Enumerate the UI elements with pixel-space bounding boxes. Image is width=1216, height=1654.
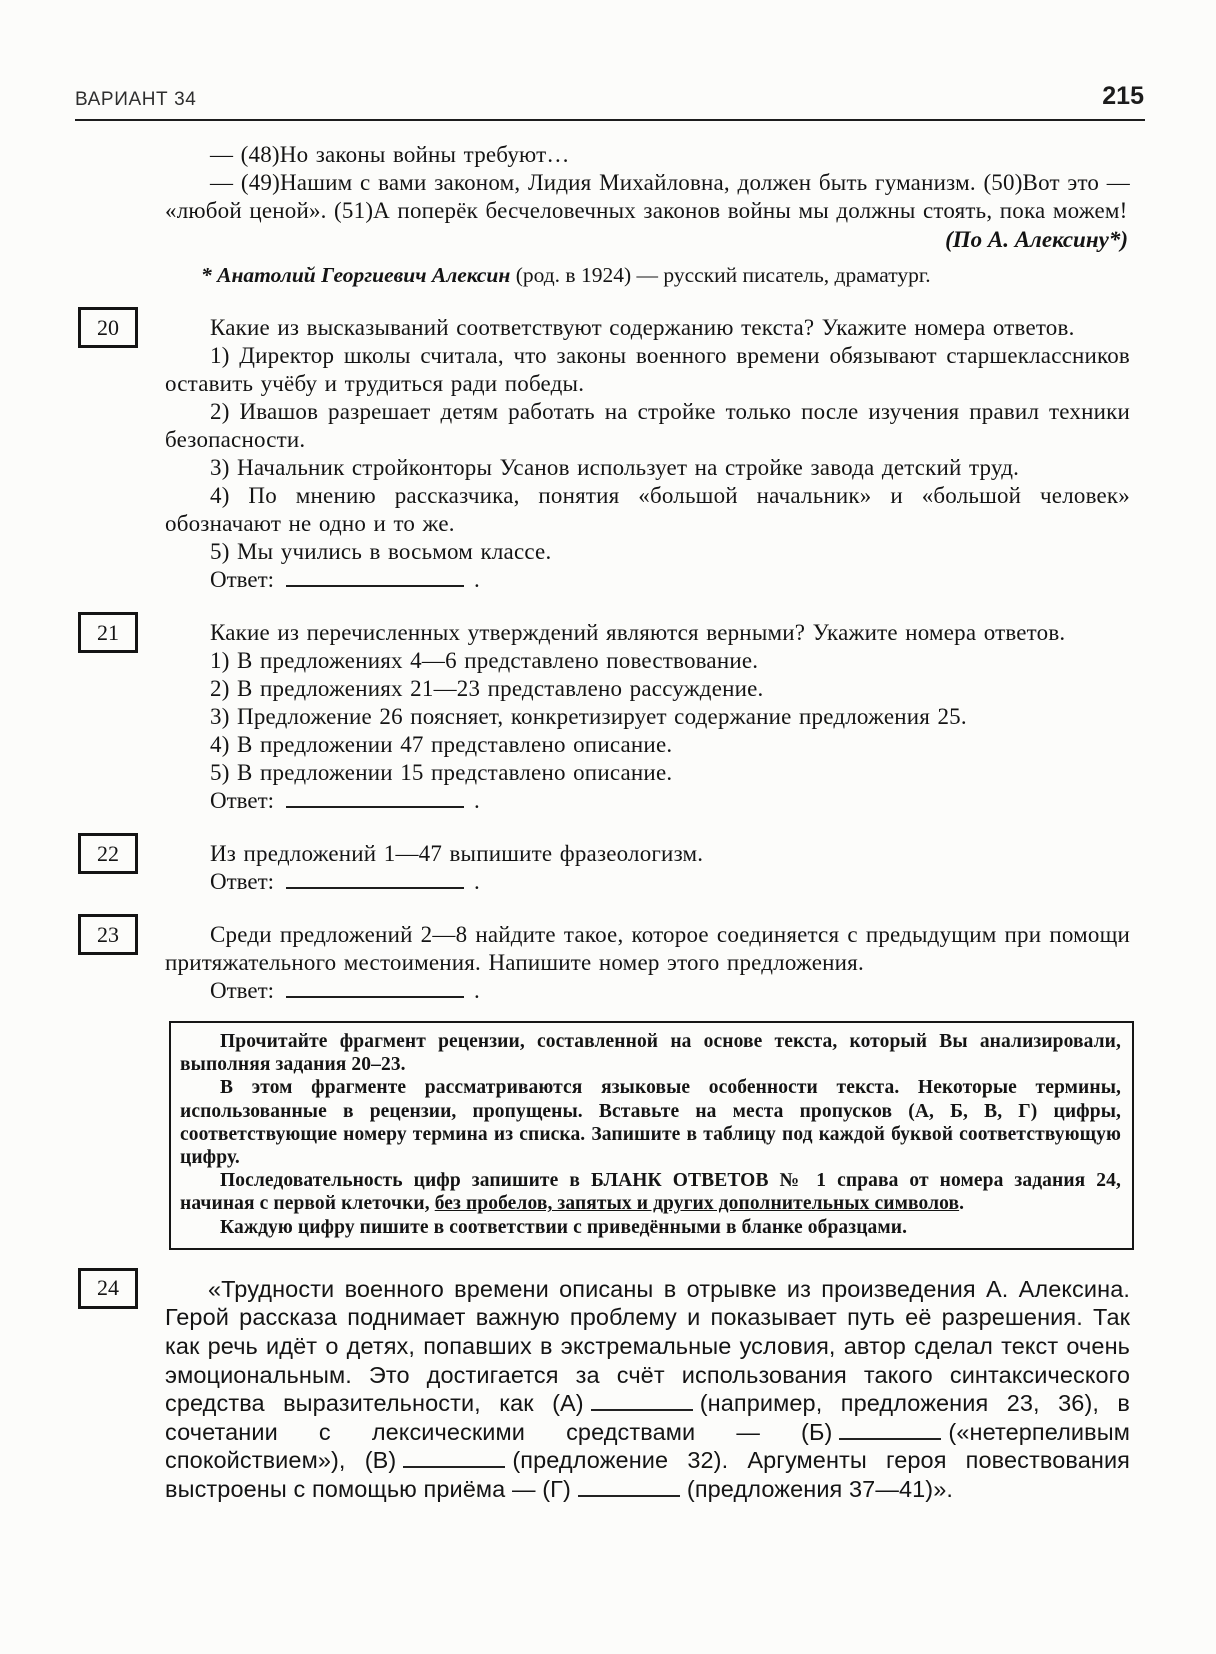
underlined-no-spaces-note: без пробелов, запятых и других дополнительных символов — [434, 1193, 960, 1215]
answer-blank — [286, 874, 464, 889]
task-23-question: Среди предложений 2—8 найдите такое, которое соединяется с предыдущим при помощи притяжательного местоимения. Напишите номер этого предложения. — [165, 922, 1130, 975]
answer-blank-v — [403, 1453, 505, 1468]
answer-label: Ответ: — [210, 978, 275, 1003]
running-head — [75, 82, 1144, 111]
answer-blank — [286, 983, 464, 998]
task-21 — [97, 619, 1130, 815]
answer-period: . — [474, 788, 480, 813]
text-column — [97, 141, 1130, 1504]
task-21-option-2: 2) В предложениях 21—23 представлено рассуждение. — [210, 676, 764, 701]
task-20 — [97, 314, 1130, 594]
task-21-option-4: 4) В предложении 47 представлено описание. — [210, 732, 673, 757]
task-23 — [97, 921, 1130, 1005]
task-20-answer-row — [165, 566, 1130, 594]
task-24-review-text: «Трудности военного времени описаны в отрывке из произведения А. Алексина. Герой рассказа поднимает важную проблему и показывает путь её разрешения. Так как речь идёт о детях, попавших в экстремальные условия, автор сделал текст очень эмоциональным. Это достигается за счёт использования такого синтаксического средства выразительности, как (А) (например, предложения 23, 36), в сочетании с лексическими средствами — (Б) («нетерпеливым спокойствием»), (В) (предложение 32). Аргументы героя повествования выстроены с помощью приёма — (Г) (предложения 37—41)». — [165, 1275, 1130, 1502]
answer-blank — [286, 572, 464, 587]
answer-blank-b — [839, 1425, 941, 1440]
author-footnote — [165, 262, 1130, 289]
task-21-option-1: 1) В предложениях 4—6 представлено повествование. — [210, 648, 759, 673]
task-20-option-3: 3) Начальник стройконторы Усанов использует на стройке завода детский труд. — [210, 455, 1020, 480]
task-24 — [97, 1275, 1130, 1504]
answer-label: Ответ: — [210, 567, 275, 592]
author-name: * Анатолий Георгиевич Алексин — [201, 263, 516, 287]
review-instruction-3: Последовательность цифр запишите в БЛАНК ОТВЕТОВ № 1 справа от номера задания 24, начиная с первой клеточки, без пробелов, запятых и других дополнительных символов. — [180, 1170, 1121, 1215]
variant-label: ВАРИАНТ 34 — [75, 89, 197, 110]
answer-blank-a — [591, 1396, 693, 1411]
review-instruction-4: Каждую цифру пишите в соответствии с приведёнными в бланке образцами. — [220, 1216, 908, 1238]
task-21-question: Какие из перечисленных утверждений являются верными? Укажите номера ответов. — [210, 620, 1066, 645]
task-23-number-box: 23 — [78, 914, 138, 955]
task-20-option-2: 2) Ивашов разрешает детям работать на стройке только после изучения правил техники безопасности. — [165, 399, 1130, 452]
page-number: 215 — [1102, 82, 1144, 110]
header-rule — [75, 119, 1145, 121]
task-22-answer-row — [165, 868, 1130, 896]
answer-period: . — [474, 978, 480, 1003]
task-23-answer-row — [165, 977, 1130, 1005]
author-description: (род. в 1924) — русский писатель, драматург. — [515, 263, 931, 287]
task-21-number-box: 21 — [78, 612, 138, 653]
task-22-number-box: 22 — [78, 833, 138, 874]
task-21-option-5: 5) В предложении 15 представлено описание. — [210, 760, 673, 785]
task-24-number-box: 24 — [78, 1268, 138, 1309]
passage-attribution: (По А. Алексину*) — [945, 227, 1128, 252]
answer-period: . — [474, 869, 480, 894]
task-20-option-5: 5) Мы учились в восьмом классе. — [210, 539, 552, 564]
task-22 — [97, 840, 1130, 896]
task-22-question: Из предложений 1—47 выпишите фразеологизм. — [210, 841, 704, 866]
passage-lines-49-51: — (49)Нашим с вами законом, Лидия Михайловна, должен быть гуманизм. (50)Вот это — «любой ценой». (51)А поперёк бесчеловечных законов войны мы должны стоять, пока можем! — [165, 170, 1130, 223]
answer-label: Ответ: — [210, 788, 275, 813]
task-20-question: Какие из высказываний соответствуют содержанию текста? Укажите номера ответов. — [210, 315, 1075, 340]
task-20-option-1: 1) Директор школы считала, что законы военного времени обязывают старшеклассников оставить учёбу и трудиться ради победы. — [165, 343, 1130, 396]
task-20-number-box: 20 — [78, 307, 138, 348]
answer-blank-g — [578, 1482, 680, 1497]
answer-label: Ответ: — [210, 869, 275, 894]
task-20-option-4: 4) По мнению рассказчика, понятия «большой начальник» и «большой человек» обозначают не одно и то же. — [165, 483, 1130, 536]
review-instruction-2: В этом фрагменте рассматриваются языковые особенности текста. Некоторые термины, использованные в рецензии, пропущены. Вставьте на места пропусков (А, Б, В, Г) цифры, соответствующие номеру термина из списка. Запишите в таблицу под каждой буквой соответствующую цифру. — [180, 1077, 1121, 1169]
review-instructions-box — [169, 1021, 1134, 1250]
task-21-option-3: 3) Предложение 26 поясняет, конкретизирует содержание предложения 25. — [210, 704, 967, 729]
task-21-answer-row — [165, 787, 1130, 815]
review-instruction-1: Прочитайте фрагмент рецензии, составленной на основе текста, который Вы анализировали, выполняя задания 20–23. — [180, 1031, 1121, 1076]
passage-line-48: — (48)Но законы войны требуют… — [210, 142, 570, 167]
answer-period: . — [474, 567, 480, 592]
answer-blank — [286, 793, 464, 808]
